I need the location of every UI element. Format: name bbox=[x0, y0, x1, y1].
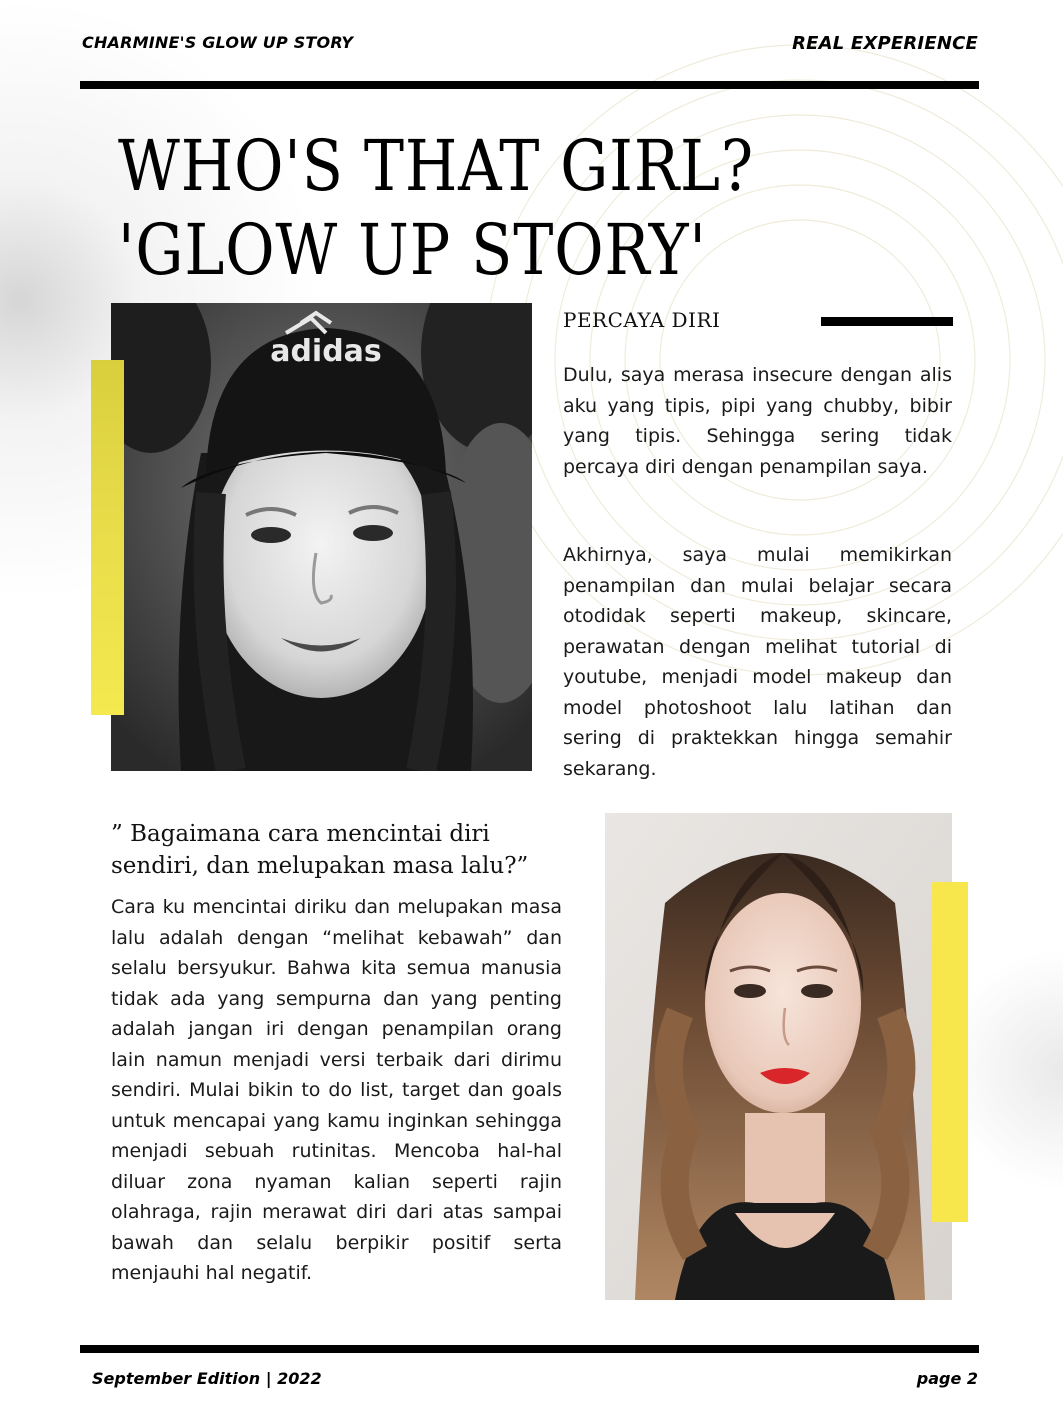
before-portrait-illustration bbox=[111, 303, 532, 771]
section-title-bar bbox=[821, 317, 953, 326]
page-headline bbox=[118, 124, 858, 292]
edition-label: September Edition | 2022 bbox=[92, 1369, 322, 1388]
cap-logo-text: adidas bbox=[270, 334, 382, 369]
bottom-divider bbox=[80, 1345, 979, 1353]
after-photo bbox=[605, 813, 952, 1300]
headline-line-2: 'GLOW UP STORY' bbox=[118, 209, 707, 291]
page-number: page 2 bbox=[916, 1369, 978, 1388]
section-title: PERCAYA DIRI bbox=[563, 308, 721, 332]
quote-answer: Cara ku mencintai diriku dan melupakan masa lalu adalah dengan “melihat kebawah” dan selalu bersyukur. Bahwa kita semua manusia tidak ada yang sempurna dan yang penting adalah jangan iri dengan penampilan orang lain namun menjadi versi terbaik dari dirimu sendiri. Mulai bikin to do list, target dan goals untuk mencapai yang kamu inginkan sehingga menjadi sebuah rutinitas. Mencoba hal-hal diluar zona nyaman kalian seperti rajin olahraga, rajin merawat diri dari atas sampai bawah dan selalu berpikir positif serta menjauhi hal negatif. bbox=[111, 896, 562, 1284]
top-divider bbox=[80, 81, 979, 89]
category-label: REAL EXPERIENCE bbox=[792, 33, 978, 54]
after-portrait-illustration bbox=[605, 813, 952, 1300]
yellow-accent-bar-left bbox=[91, 360, 124, 715]
headline-line-1: WHO'S THAT GIRL? bbox=[118, 125, 754, 207]
quote-question: ” Bagaimana cara mencintai diri sendiri, dan melupakan masa lalu?” bbox=[111, 821, 529, 879]
section-paragraph-1: Dulu, saya merasa insecure dengan alis aku yang tipis, pipi yang chubby, bibir yang tipis. Sehingga sering tidak percaya diri dengan penampilan saya. bbox=[563, 364, 952, 478]
yellow-accent-bar-right bbox=[932, 882, 968, 1222]
magazine-series-label: CHARMINE'S GLOW UP STORY bbox=[82, 33, 354, 52]
section-paragraph-2: Akhirnya, saya mulai memikirkan penampilan dan mulai belajar secara otodidak seperti makeup, skincare, perawatan dengan melihat tutorial di youtube, menjadi model makeup dan model photoshoot lalu latihan dan sering di praktekkan hingga semahir sekarang. bbox=[563, 544, 952, 780]
before-photo bbox=[111, 303, 532, 771]
